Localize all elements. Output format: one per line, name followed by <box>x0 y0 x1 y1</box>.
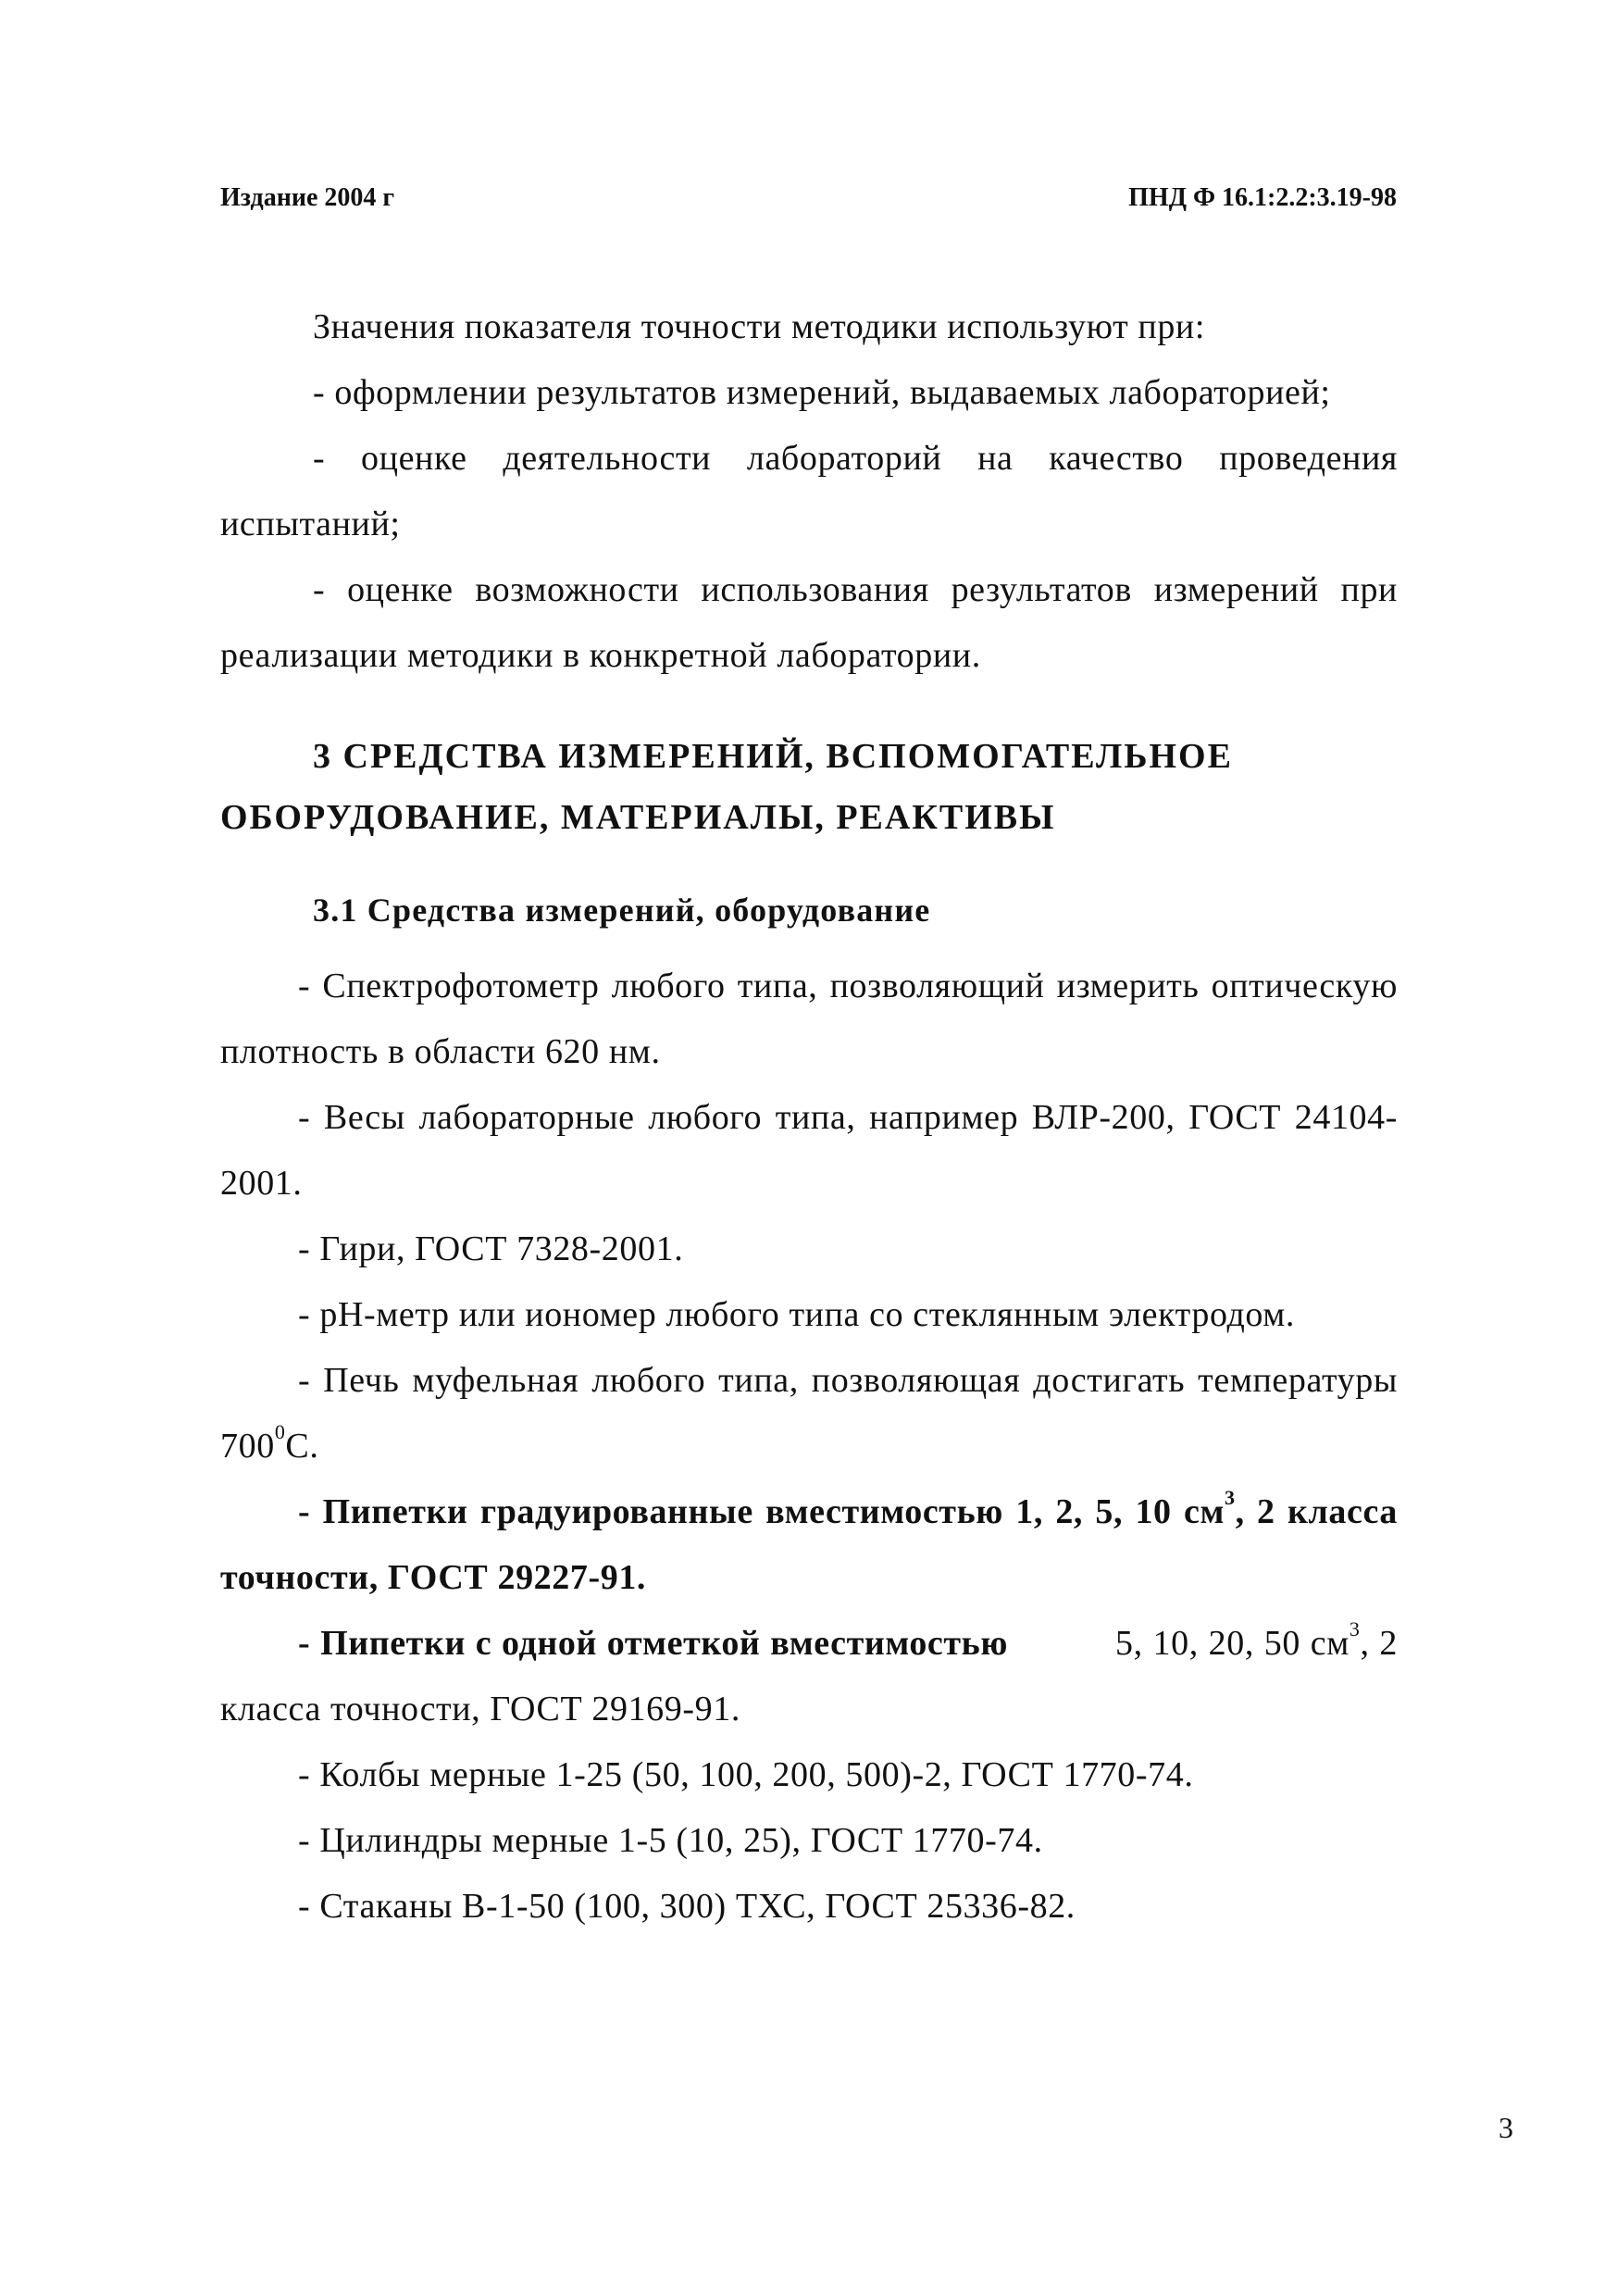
intro-lead: Значения показателя точности методики используют при: <box>313 307 1206 346</box>
equipment-item: - Спектрофотометр любого типа, позволяющий измерить оптическую плотность в области 620 нм. <box>220 967 1398 1071</box>
page-number: 3 <box>1499 2111 1513 2144</box>
equipment-item: - Гири, ГОСТ 7328-2001. <box>298 1229 684 1268</box>
cubic-superscript: 3 <box>1349 1617 1361 1641</box>
mark-pipettes-text: - Пипетки с одной отметкой вместимостью <box>298 1624 1008 1663</box>
graduated-pipettes-text: - Пипетки градуированные вместимостью 1, 2, 5, 10 см <box>298 1492 1225 1531</box>
equipment-item <box>220 1348 1398 1479</box>
furnace-text: - Печь муфельная любого типа, позволяющая достигать температуры 700 <box>220 1361 1398 1466</box>
equipment-item <box>220 1611 1398 1742</box>
graduated-pipettes-tail: , 2 класса точности, ГОСТ 29227-91. <box>220 1492 1398 1597</box>
page-header <box>220 183 1397 220</box>
subsection-title: 3.1 Средства измерений, оборудование <box>313 892 931 929</box>
intro-item: - оценке деятельности лабораторий на качество проведения испытаний; <box>220 439 1398 543</box>
document-code: ПНД Ф 16.1:2.2:3.19-98 <box>1128 183 1397 212</box>
equipment-item: - Колбы мерные 1-25 (50, 100, 200, 500)-2, ГОСТ 1770-74. <box>298 1755 1194 1794</box>
intro-item: - оценке возможности использования результатов измерений при реализации методики в конкретной лаборатории. <box>220 570 1398 675</box>
mark-pipettes-tail: , 2 класса точности, ГОСТ 29169-91. <box>220 1624 1398 1728</box>
equipment-item <box>220 1479 1398 1611</box>
page-body <box>220 294 1398 1940</box>
cubic-superscript: 3 <box>1224 1486 1236 1510</box>
section-title: 3 СРЕДСТВА ИЗМЕРЕНИЙ, ВСПОМОГАТЕЛЬНОЕ ОБОРУДОВАНИЕ, МАТЕРИАЛЫ, РЕАКТИВЫ <box>220 737 1233 837</box>
equipment-item: - Стаканы В-1-50 (100, 300) ТХС, ГОСТ 25336-82. <box>298 1887 1076 1926</box>
equipment-item: - Цилиндры мерные 1-5 (10, 25), ГОСТ 1770-74. <box>298 1821 1043 1860</box>
equipment-item: - рН-метр или иономер любого типа со стеклянным электродом. <box>298 1295 1296 1334</box>
equipment-item: - Весы лабораторные любого типа, например ВЛР-200, ГОСТ 24104-2001. <box>220 1098 1398 1203</box>
furnace-unit: С. <box>285 1427 319 1466</box>
edition-label: Издание 2004 г <box>220 183 395 212</box>
mark-pipettes-values: 5, 10, 20, 50 см <box>1115 1624 1350 1663</box>
degree-superscript: 0 <box>274 1420 286 1444</box>
intro-item: - оформлении результатов измерений, выдаваемых лабораторией; <box>313 373 1331 412</box>
